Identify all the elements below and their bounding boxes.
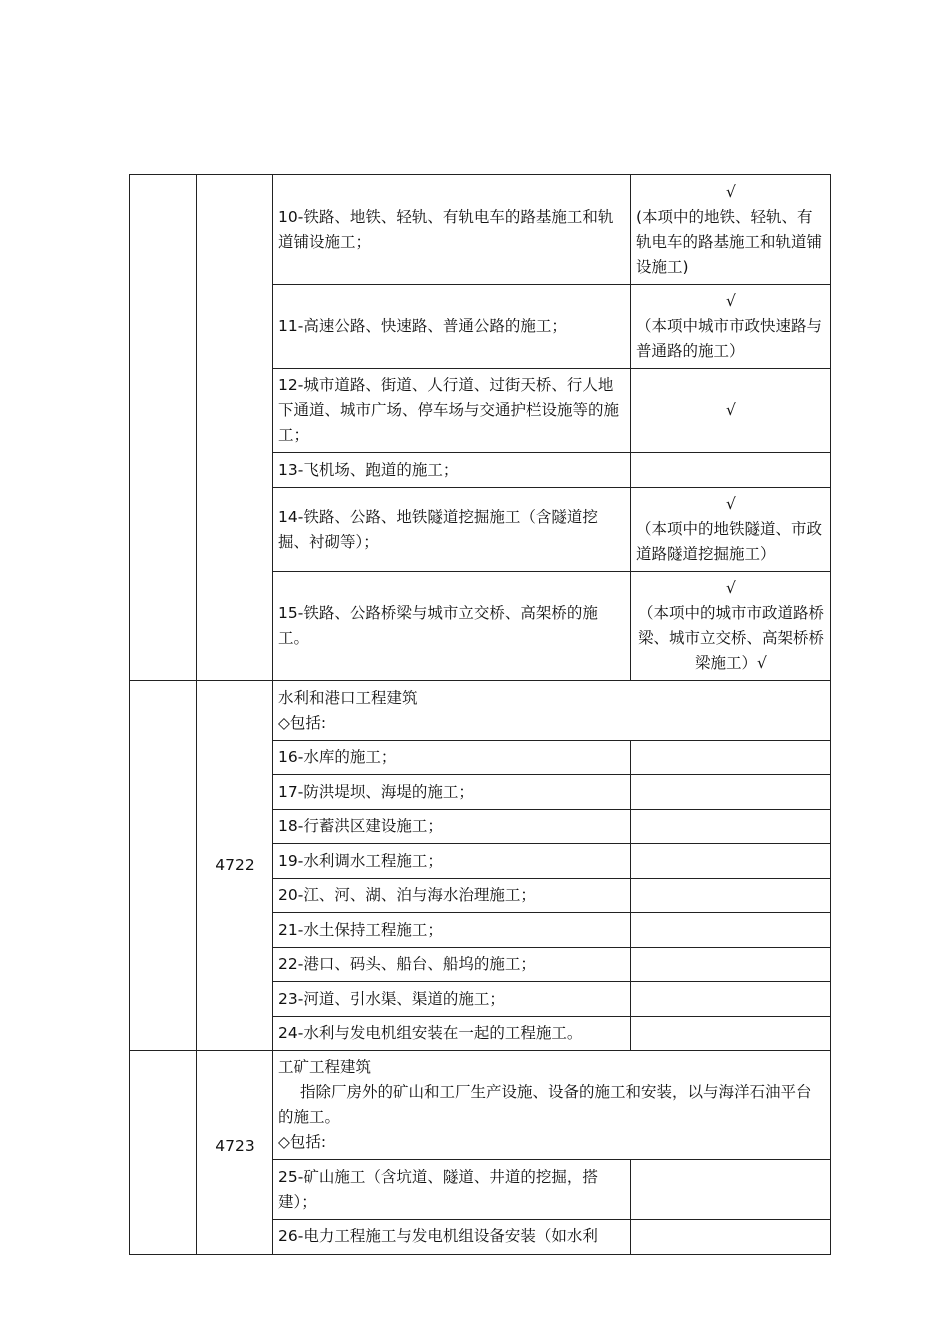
includes-label: ◇包括: xyxy=(278,713,327,732)
check-mark: √ xyxy=(726,182,736,201)
category-cell xyxy=(130,175,197,681)
section-description: 指除厂房外的矿山和工厂生产设施、设备的施工和安装，以与海洋石油平台的施工。 xyxy=(278,1083,812,1126)
section-title: 工矿工程建筑 xyxy=(278,1058,372,1076)
item-text: 12-城市道路、街道、人行道、过街天桥、行人地下通道、城市广场、停车场与交通护栏设施等的施工； xyxy=(273,369,631,453)
code-cell xyxy=(197,175,273,681)
category-cell xyxy=(130,681,197,1051)
applicability-note: (本项中的地铁、轻轨、有轨电车的路基施工和轨道铺设施工) xyxy=(636,207,823,276)
applicability-cell xyxy=(631,1017,831,1051)
section-header-row xyxy=(130,1051,831,1160)
check-mark: √ xyxy=(726,292,736,310)
applicability-cell xyxy=(631,572,831,681)
item-text: 20-江、河、湖、泊与海水治理施工； xyxy=(273,879,631,913)
applicability-note: （本项中的地铁隧道、市政道路隧道挖掘施工） xyxy=(636,520,823,563)
applicability-cell xyxy=(631,285,831,369)
applicability-cell xyxy=(631,453,831,488)
item-text: 11-高速公路、快速路、普通公路的施工； xyxy=(273,285,631,369)
item-text: 18-行蓄洪区建设施工； xyxy=(273,810,631,844)
applicability-cell xyxy=(631,741,831,775)
section-header xyxy=(273,1051,831,1160)
item-text: 21-水土保持工程施工； xyxy=(273,913,631,948)
item-text: 26-电力工程施工与发电机组设备安装（如水利 xyxy=(273,1220,631,1255)
item-text: 22-港口、码头、船台、船坞的施工； xyxy=(273,948,631,982)
section-code: 4723 xyxy=(215,1137,255,1155)
applicability-cell xyxy=(631,775,831,810)
applicability-cell xyxy=(631,488,831,572)
check-mark: √ xyxy=(726,495,736,513)
code-cell: 4722 xyxy=(197,681,273,1051)
item-text: 25-矿山施工（含坑道、隧道、井道的挖掘，搭建）； xyxy=(273,1160,631,1220)
table-row xyxy=(130,175,831,285)
section-header-row xyxy=(130,681,831,741)
applicability-cell xyxy=(631,844,831,879)
applicability-cell xyxy=(631,1160,831,1220)
applicability-note: （本项中城市市政快速路与普通路的施工） xyxy=(636,317,823,360)
applicability-cell xyxy=(631,948,831,982)
section-header xyxy=(273,681,831,741)
includes-label: ◇包括: xyxy=(278,1133,327,1151)
code-cell xyxy=(197,1051,273,1255)
applicability-note: （本项中的城市市政道路桥梁、城市立交桥、高架桥桥梁施工）√ xyxy=(637,604,824,672)
applicability-cell xyxy=(631,810,831,844)
item-text: 19-水利调水工程施工； xyxy=(273,844,631,879)
applicability-cell xyxy=(631,879,831,913)
item-text: 24-水利与发电机组安装在一起的工程施工。 xyxy=(273,1017,631,1051)
section-title: 水利和港口工程建筑 xyxy=(278,688,418,707)
item-text: 16-水库的施工； xyxy=(273,741,631,775)
category-cell xyxy=(130,1051,197,1255)
item-text: 23-河道、引水渠、渠道的施工； xyxy=(273,982,631,1017)
applicability-cell xyxy=(631,1220,831,1255)
check-mark: √ xyxy=(726,579,736,597)
item-text: 13-飞机场、跑道的施工； xyxy=(273,453,631,488)
classification-table xyxy=(129,174,831,1255)
applicability-cell xyxy=(631,369,831,453)
item-text: 17-防洪堤坝、海堤的施工； xyxy=(273,775,631,810)
applicability-cell xyxy=(631,982,831,1017)
item-text: 14-铁路、公路、地铁隧道挖掘施工（含隧道挖掘、衬砌等）； xyxy=(273,488,631,572)
item-text: 10-铁路、地铁、轻轨、有轨电车的路基施工和轨道铺设施工； xyxy=(273,175,631,285)
applicability-cell xyxy=(631,913,831,948)
item-text: 15-铁路、公路桥梁与城市立交桥、高架桥的施工。 xyxy=(273,572,631,681)
check-mark: √ xyxy=(726,401,736,419)
applicability-cell xyxy=(631,175,831,285)
